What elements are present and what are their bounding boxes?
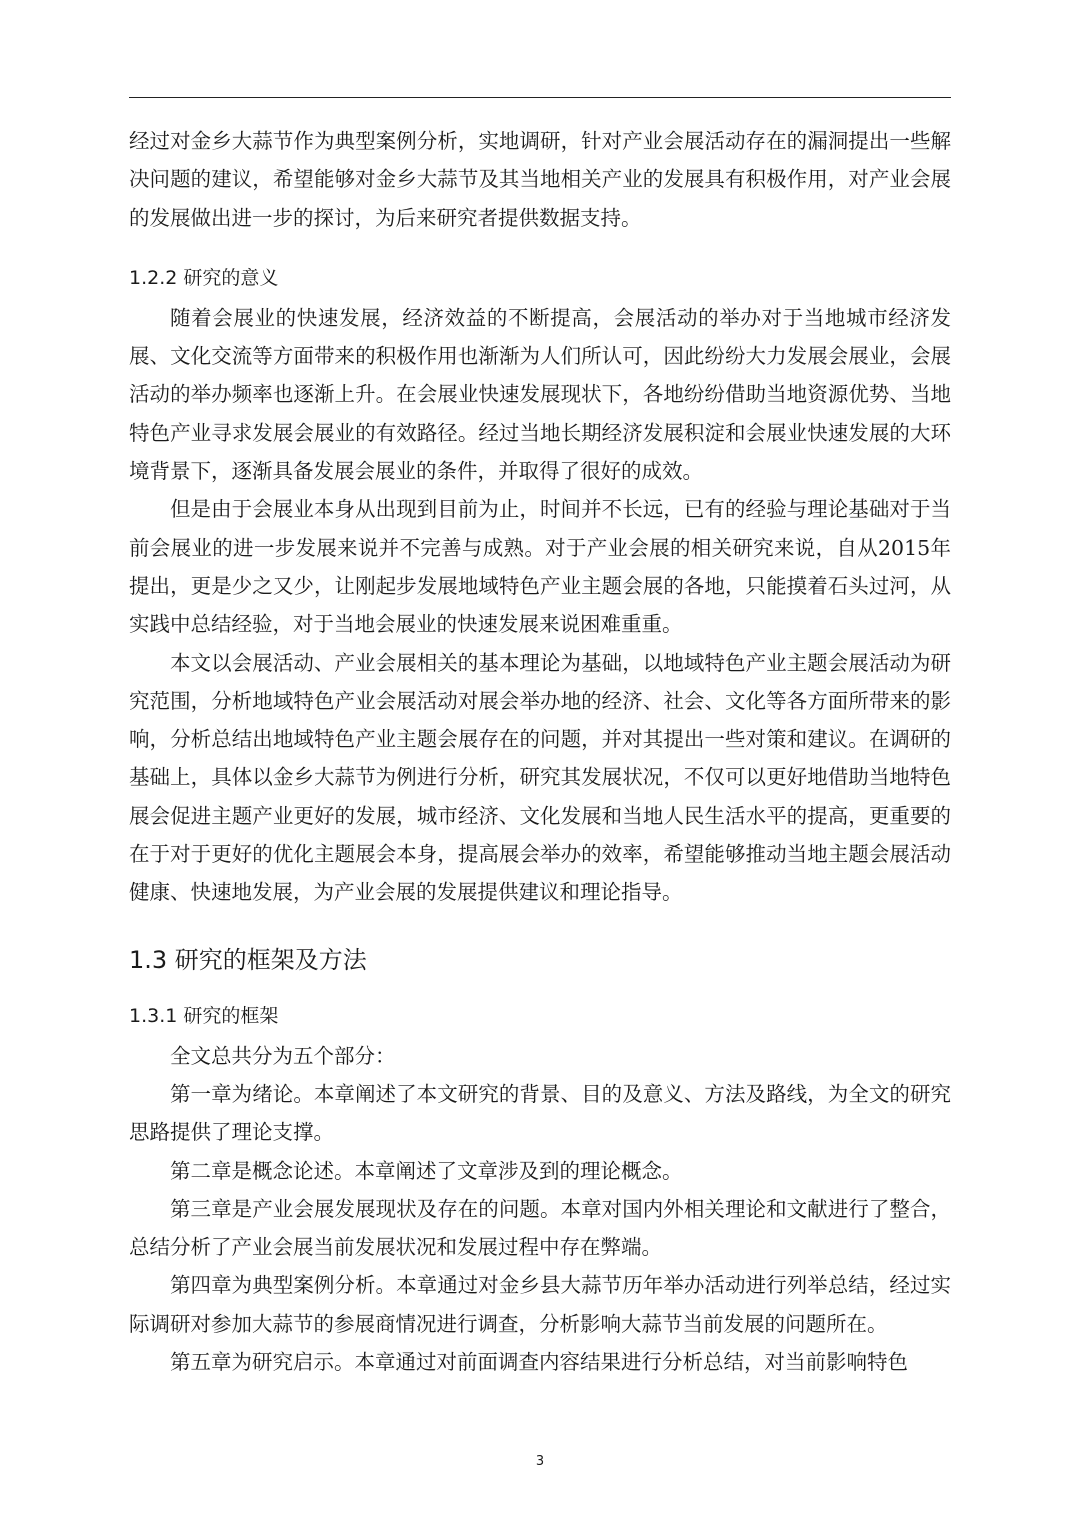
section-heading-1-2-2: 1.2.2 研究的意义	[129, 266, 279, 289]
body-paragraph: 第一章为绪论。本章阐述了本文研究的背景、目的及意义、方法及路线，为全文的研究思路提供了理论支撑。	[129, 1081, 951, 1145]
body-paragraph: 经过对金乡大蒜节作为典型案例分析，实地调研，针对产业会展活动存在的漏洞提出一些解决问题的建议，希望能够对金乡大蒜节及其当地相关产业的发展具有积极作用，对产业会展的发展做出进一步的探讨，为后来研究者提供数据支持。	[129, 129, 951, 230]
section-heading-1-3: 1.3 研究的框架及方法	[129, 945, 367, 974]
page-number: 3	[535, 1454, 545, 1469]
body-paragraph: 但是由于会展业本身从出现到目前为止，时间并不长远，已有的经验与理论基础对于当前会展业的进一步发展来说并不完善与成熟。对于产业会展的相关研究来说，自从2015年提出，更是少之又少，让刚起步发展地域特色产业主题会展的各地，只能摸着石头过河，从实践中总结经验，对于当地会展业的快速发展来说困难重重。	[129, 497, 951, 637]
body-paragraph: 第四章为典型案例分析。本章通过对金乡县大蒜节历年举办活动进行列举总结，经过实际调研对参加大蒜节的参展商情况进行调查，分析影响大蒜节当前发展的问题所在。	[129, 1273, 951, 1336]
body-paragraph: 全文总共分为五个部分：	[170, 1043, 396, 1068]
body-paragraph: 第五章为研究启示。本章通过对前面调查内容结果进行分析总结，对当前影响特色	[170, 1350, 908, 1375]
body-paragraph: 本文以会展活动、产业会展相关的基本理论为基础，以地域特色产业主题会展活动为研究范围，分析地域特色产业会展活动对展会举办地的经济、社会、文化等各方面所带来的影响，分析总结出地域特色产业主题会展存在的问题，并对其提出一些对策和建议。在调研的基础上，具体以金乡大蒜节为例进行分析，研究其发展状况，不仅可以更好地借助当地特色展会促进主题产业更好的发展，城市经济、文化发展和当地人民生活水平的提高，更重要的在于对于更好的优化主题展会本身，提高展会举办的效率，希望能够推动当地主题会展活动健康、快速地发展，为产业会展的发展提供建议和理论指导。	[129, 650, 951, 905]
body-paragraph: 随着会展业的快速发展，经济效益的不断提高，会展活动的举办对于当地城市经济发展、文化交流等方面带来的积极作用也渐渐为人们所认可，因此纷纷大力发展会展业，会展活动的举办频率也逐渐上升。在会展业快速发展现状下，各地纷纷借助当地资源优势、当地特色产业寻求发展会展业的有效路径。经过当地长期经济发展积淀和会展业快速发展的大环境背景下，逐渐具备发展会展业的条件，并取得了很好的成效。	[129, 305, 951, 484]
page-body	[129, 122, 951, 1381]
body-paragraph: 第二章是概念论述。本章阐述了文章涉及到的理论概念。	[170, 1158, 683, 1183]
header-rule	[129, 97, 951, 98]
body-paragraph: 第三章是产业会展发展现状及存在的问题。本章对国内外相关理论和文献进行了整合，总结分析了产业会展当前发展状况和发展过程中存在弊端。	[129, 1196, 951, 1260]
section-heading-1-3-1: 1.3.1 研究的框架	[129, 1004, 279, 1027]
